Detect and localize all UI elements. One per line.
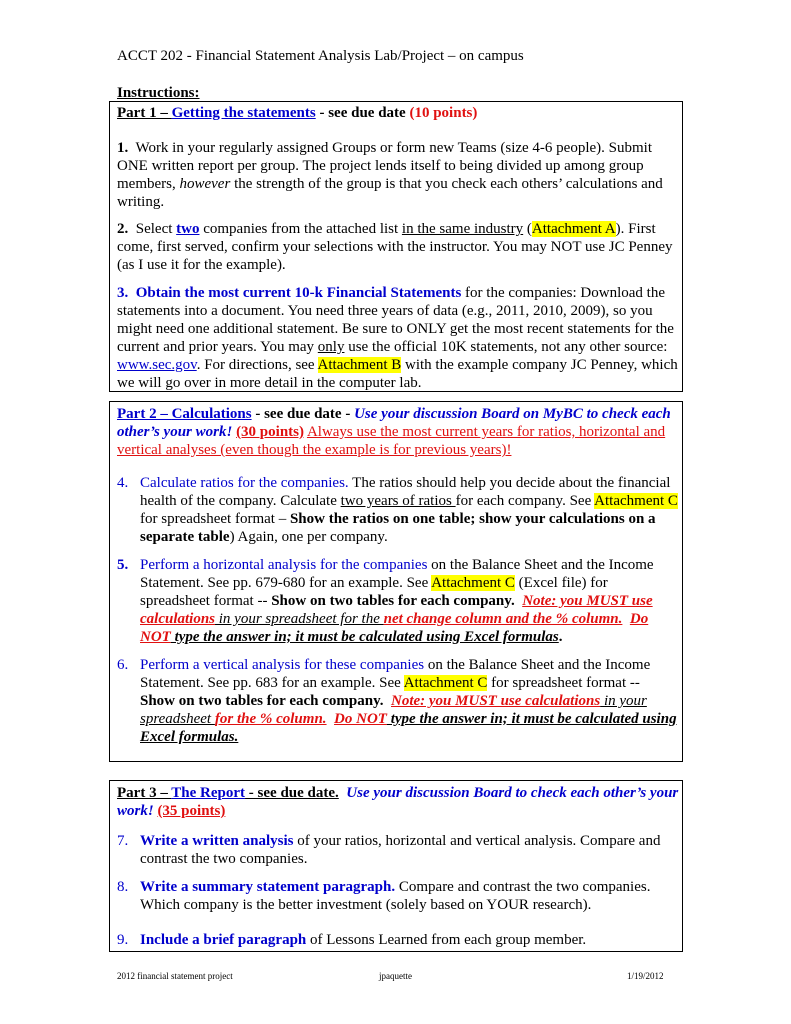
footer-author: jpaquette (379, 971, 412, 981)
item6-number: 6. (117, 657, 129, 673)
sec-gov-link[interactable]: www.sec.gov (117, 357, 197, 373)
item9-number: 9. (117, 932, 129, 948)
item7-number: 7. (117, 833, 129, 849)
part2-item4: Calculate ratios for the companies. The ratios should help you decide about the financial health of the company. Calculate two years of ratios for each company. See Attachment C for spreadsheet format – Show the ratios on one table; show your calculations on a separate table) Again, one per company. (140, 475, 678, 545)
part3-item9: Include a brief paragraph of Lessons Learned from each group member. (140, 932, 587, 948)
attachment-b-highlight: Attachment B (317, 357, 402, 373)
part1-item1: 1. Work in your regularly assigned Groups or form new Teams (size 4-6 people). Submit ONE written report per group. The project lends itself to being divided up among group members, however the strength of the group is that you check each others’ calculations and writing. (117, 140, 663, 210)
instructions-heading: Instructions: (117, 85, 200, 101)
document-title: ACCT 202 - Financial Statement Analysis Lab/Project – on campus (117, 48, 524, 64)
part2-item6: Perform a vertical analysis for these companies on the Balance Sheet and the Income Statement. See pp. 683 for an example. See Attachment C for spreadsheet format -- Show on two tables for each company. Note: you MUST use calculations in your spreadsheet for the % column. Do NOT type the answer in; it must be calculated using Excel formulas. (140, 657, 677, 745)
attachment-a-highlight: Attachment A (531, 221, 616, 237)
item8-number: 8. (117, 879, 129, 895)
attachment-c-highlight: Attachment C (594, 493, 678, 509)
footer-date: 1/19/2012 (627, 971, 664, 981)
part3-item8: Write a summary statement paragraph. Compare and contrast the two companies. Which company is the better investment (solely based on YOUR research). (140, 879, 651, 913)
part2-heading: Part 2 – Calculations - see due date - Use your discussion Board on MyBC to check each other’s your work! (30 points) Always use the most current years for ratios, horizontal and vertical analyses (even though the example is for previous years)! (117, 406, 671, 458)
part1-item2: 2. Select two companies from the attached list in the same industry (Attachment A). First come, first served, confirm your selections with the instructor. You may NOT use JC Penney (as I use it for the example). (117, 221, 673, 273)
item4-number: 4. (117, 475, 129, 491)
footer-left: 2012 financial statement project (117, 971, 233, 981)
item5-number: 5. (117, 557, 129, 573)
attachment-c-highlight: Attachment C (431, 575, 515, 591)
attachment-c-highlight: Attachment C (403, 675, 488, 691)
part3-item7: Write a written analysis of your ratios, horizontal and vertical analysis. Compare and contrast the two companies. (140, 833, 661, 867)
part1-item3: 3. Obtain the most current 10-k Financial Statements for the companies: Download the statements into a document. You need three years of data (e.g., 2011, 2010, 2009), so you might need one additional statement. Be sure to ONLY get the most recent statements for the current and prior years. You may only use the official 10K statements, not any other source: www.sec.gov. For directions, see Attachment B with the example company JC Penney, which we will go over in more detail in the computer lab. (117, 285, 678, 391)
part1-heading: Part 1 – Getting the statements - see due date (10 points) (117, 105, 478, 121)
part2-item5: Perform a horizontal analysis for the companies on the Balance Sheet and the Income Statement. See pp. 679-680 for an example. See Attachment C (Excel file) for spreadsheet format -- Show on two tables for each company. Note: you MUST use calculations in your spreadsheet for the net change column and the % column. Do NOT type the answer in; it must be calculated using Excel formulas. (140, 557, 654, 645)
part3-heading: Part 3 – The Report - see due date. Use your discussion Board to check each other’s your work! (35 points) (117, 785, 679, 819)
